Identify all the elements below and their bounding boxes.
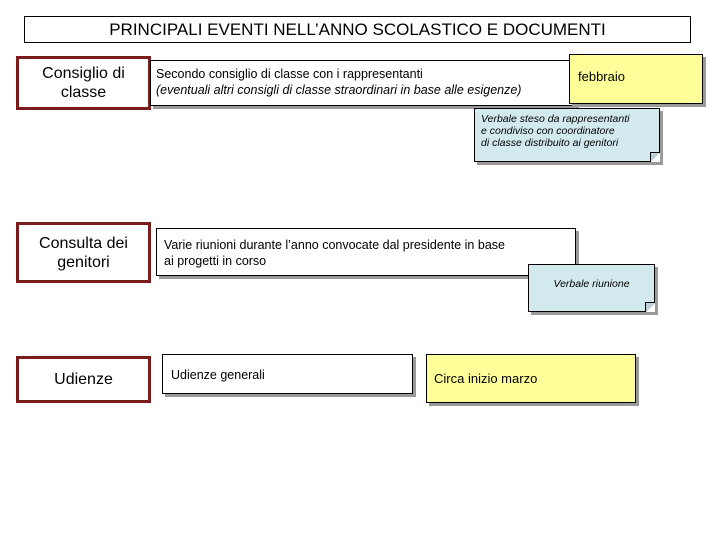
event-label: Udienze generali — [171, 368, 265, 382]
document-line-3: di classe distribuito ai genitori — [481, 137, 619, 149]
document-line-2: e condiviso con coordinatore — [481, 125, 615, 137]
event-line-2: ai progetti in corso — [164, 254, 267, 268]
category-label: Udienze — [54, 371, 113, 388]
event-box-udienze — [162, 354, 413, 394]
document-label: Verbale riunione — [553, 278, 630, 290]
category-consiglio-di-classe — [16, 56, 151, 110]
category-label: Consiglio di classe — [42, 65, 125, 101]
event-box-consulta — [156, 228, 576, 276]
document-line-1: Verbale steso da rappresentanti — [481, 113, 630, 125]
category-consulta-dei-genitori — [16, 222, 151, 283]
timing-label: febbraio — [578, 69, 625, 84]
timing-box-marzo — [426, 354, 636, 403]
category-label: Consulta dei genitori — [39, 234, 128, 271]
document-note-verbale-riunione — [528, 264, 655, 312]
page-title: PRINCIPALI EVENTI NELL’ANNO SCOLASTICO E DOCUMENTI — [24, 16, 691, 43]
event-line-1: Varie riunioni durante l’anno convocate dal presidente in base — [164, 238, 505, 252]
event-box-consiglio — [150, 60, 576, 106]
timing-label: Circa inizio marzo — [434, 371, 538, 386]
event-line-1: Secondo consiglio di classe con i rappresentanti — [156, 67, 423, 81]
category-udienze — [16, 356, 151, 403]
event-line-2: (eventuali altri consigli di classe straordinari in base alle esigenze) — [156, 83, 522, 97]
document-note-verbale-rappresentanti — [474, 108, 660, 162]
timing-box-febbraio — [569, 54, 703, 104]
